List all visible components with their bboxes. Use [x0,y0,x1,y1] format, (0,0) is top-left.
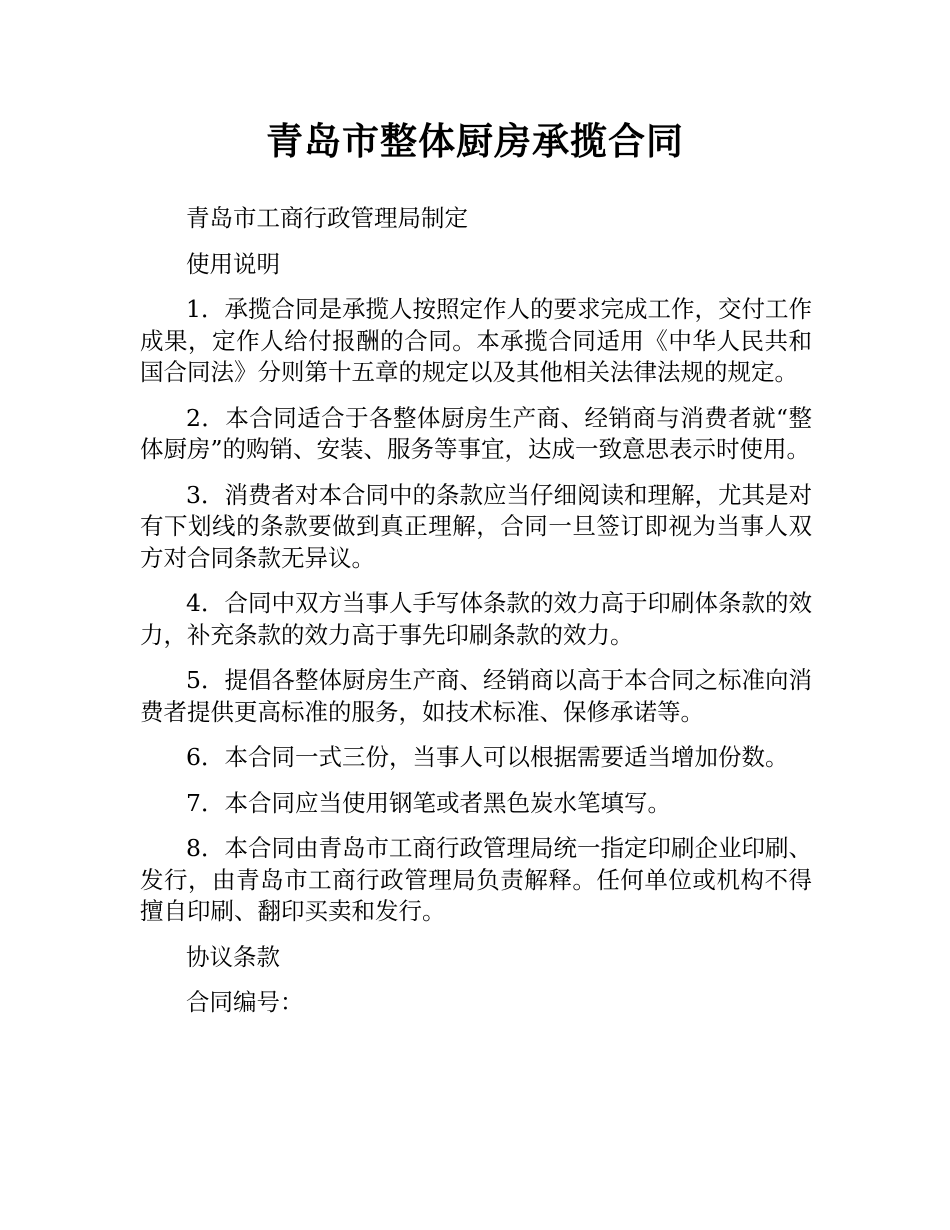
instruction-item-1: 1．承揽合同是承揽人按照定作人的要求完成工作，交付工作成果，定作人给付报酬的合同。本承揽合同适用《中华人民共和国合同法》分则第十五章的规定以及其他相关法律法规的规定。 [140,295,812,386]
instruction-item-5: 5．提倡各整体厨房生产商、经销商以高于本合同之标准向消费者提供更高标准的服务，如技术标准、保修承诺等。 [140,666,812,726]
instruction-item-4: 4．合同中双方当事人手写体条款的效力高于印刷体条款的效力，补充条款的效力高于事先印刷条款的效力。 [140,589,812,649]
section-heading-instructions: 使用说明 [186,249,280,278]
instruction-item-3: 3．消费者对本合同中的条款应当仔细阅读和理解，尤其是对有下划线的条款要做到真正理解，合同一旦签订即视为当事人双方对合同条款无异议。 [140,480,812,572]
contract-number-label: 合同编号： [186,988,304,1016]
section-heading-agreement: 协议条款 [186,942,280,971]
instruction-item-7: 7．本合同应当使用钢笔或者黑色炭水笔填写。 [186,788,671,817]
instruction-item-6: 6．本合同一式三份，当事人可以根据需要适当增加份数。 [186,743,789,771]
instruction-item-8: 8．本合同由青岛市工商行政管理局统一指定印刷企业印刷、发行，由青岛市工商行政管理局负责解释。任何单位或机构不得擅自印刷、翻印买卖和发行。 [140,834,812,925]
issuer-line: 青岛市工商行政管理局制定 [186,204,468,232]
document-body [140,203,812,1033]
document-title: 青岛市整体厨房承揽合同 [266,120,684,163]
instruction-item-2: 2．本合同适合于各整体厨房生产商、经销商与消费者就“整体厨房”的购销、安装、服务等事宜，达成一致意思表示时使用。 [140,403,812,463]
